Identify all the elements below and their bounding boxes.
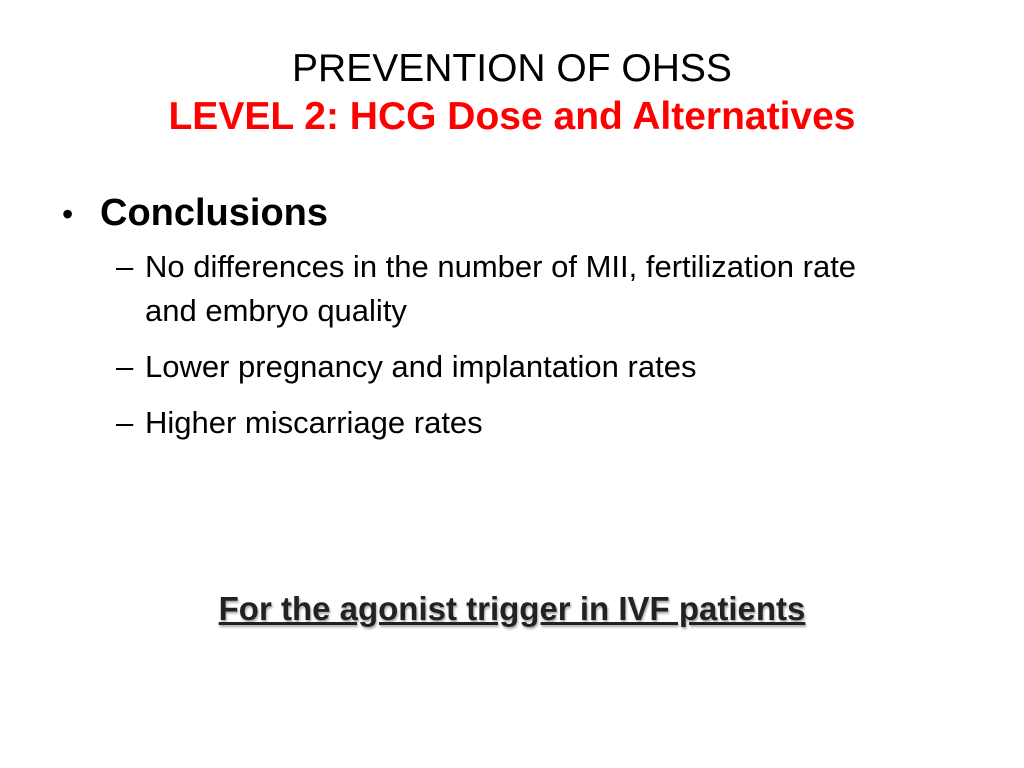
sub-item-text: No differences in the number of MII, fertilization rate and embryo quality	[145, 249, 857, 328]
sub-list	[116, 245, 962, 445]
sub-item	[116, 401, 962, 445]
slide-title: PREVENTION OF OHSS	[292, 47, 732, 90]
sub-dash: –	[116, 349, 134, 384]
sub-item-text: Lower pregnancy and implantation rates	[145, 349, 697, 384]
bullet-mark: •	[62, 196, 74, 232]
bullet-conclusions	[62, 188, 962, 239]
slide-subtitle: LEVEL 2: HCG Dose and Alternatives	[168, 95, 856, 138]
sub-dash: –	[116, 249, 134, 284]
bullet-label: Conclusions	[100, 192, 329, 234]
bullet-list	[62, 188, 962, 457]
sub-item	[116, 345, 962, 389]
footer-note: For the agonist trigger in IVF patients	[218, 590, 806, 627]
sub-item-text: Higher miscarriage rates	[145, 405, 483, 440]
sub-item	[116, 245, 962, 333]
title-block	[0, 45, 1024, 141]
sub-dash: –	[116, 405, 134, 440]
